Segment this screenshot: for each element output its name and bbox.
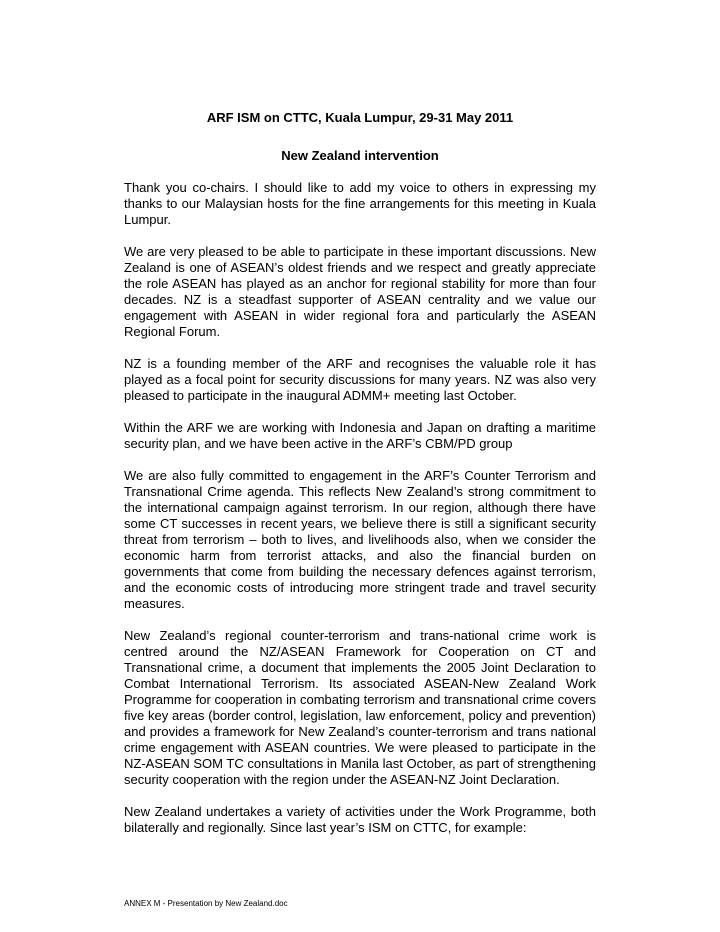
paragraph-6: New Zealand’s regional counter-terrorism and trans-national crime work is centred around the NZ/ASEAN Framework for Cooperation on CT and Transnational crime, a document that implements the 2005 Joint Declaration to Combat International Terrorism. Its associated ASEAN-New Zealand Work Programme for cooperation in combating terrorism and transnational crime covers five key areas (border control, legislation, law enforcement, policy and prevention) and provides a framework for New Zealand’s counter-terrorism and trans national crime engagement with ASEAN countries. We were pleased to participate in the NZ-ASEAN SOM TC consultations in Manila last October, as part of strengthening security cooperation with the region under the ASEAN-NZ Joint Declaration.: [124, 628, 596, 787]
page-footer: ANNEX M - Presentation by New Zealand.doc: [124, 899, 288, 908]
paragraph-3: NZ is a founding member of the ARF and recognises the valuable role it has played as a focal point for security discussions for many years. NZ was also very pleased to participate in the inaugural ADMM+ meeting last October.: [124, 356, 596, 403]
paragraph-2: We are very pleased to be able to participate in these important discussions. New Zealand is one of ASEAN’s oldest friends and we respect and greatly appreciate the role ASEAN has played as an anchor for regional stability for more than four decades. NZ is a steadfast supporter of ASEAN centrality and we value our engagement with ASEAN in wider regional fora and particularly the ASEAN Regional Forum.: [124, 244, 596, 339]
paragraph-1: Thank you co-chairs. I should like to add my voice to others in expressing my thanks to our Malaysian hosts for the fine arrangements for this meeting in Kuala Lumpur.: [124, 180, 596, 227]
paragraph-4: Within the ARF we are working with Indonesia and Japan on drafting a maritime security plan, and we have been active in the ARF’s CBM/PD group: [124, 420, 596, 451]
document-title: ARF ISM on CTTC, Kuala Lumpur, 29-31 May 2011: [206, 110, 514, 125]
document-subtitle: New Zealand intervention: [281, 148, 439, 163]
paragraph-7: New Zealand undertakes a variety of activities under the Work Programme, both bilaterally and regionally. Since last year’s ISM on CTTC, for example:: [124, 804, 596, 835]
paragraph-5: We are also fully committed to engagement in the ARF’s Counter Terrorism and Transnational Crime agenda. This reflects New Zealand’s strong commitment to the international campaign against terrorism. In our region, although there have some CT successes in recent years, we believe there is still a significant security threat from terrorism – both to lives, and livelihoods also, when we consider the economic harm from terrorist attacks, and also the financial burden on governments that come from building the necessary defences against terrorism, and the economic costs of introducing more stringent trade and travel security measures.: [124, 468, 596, 611]
